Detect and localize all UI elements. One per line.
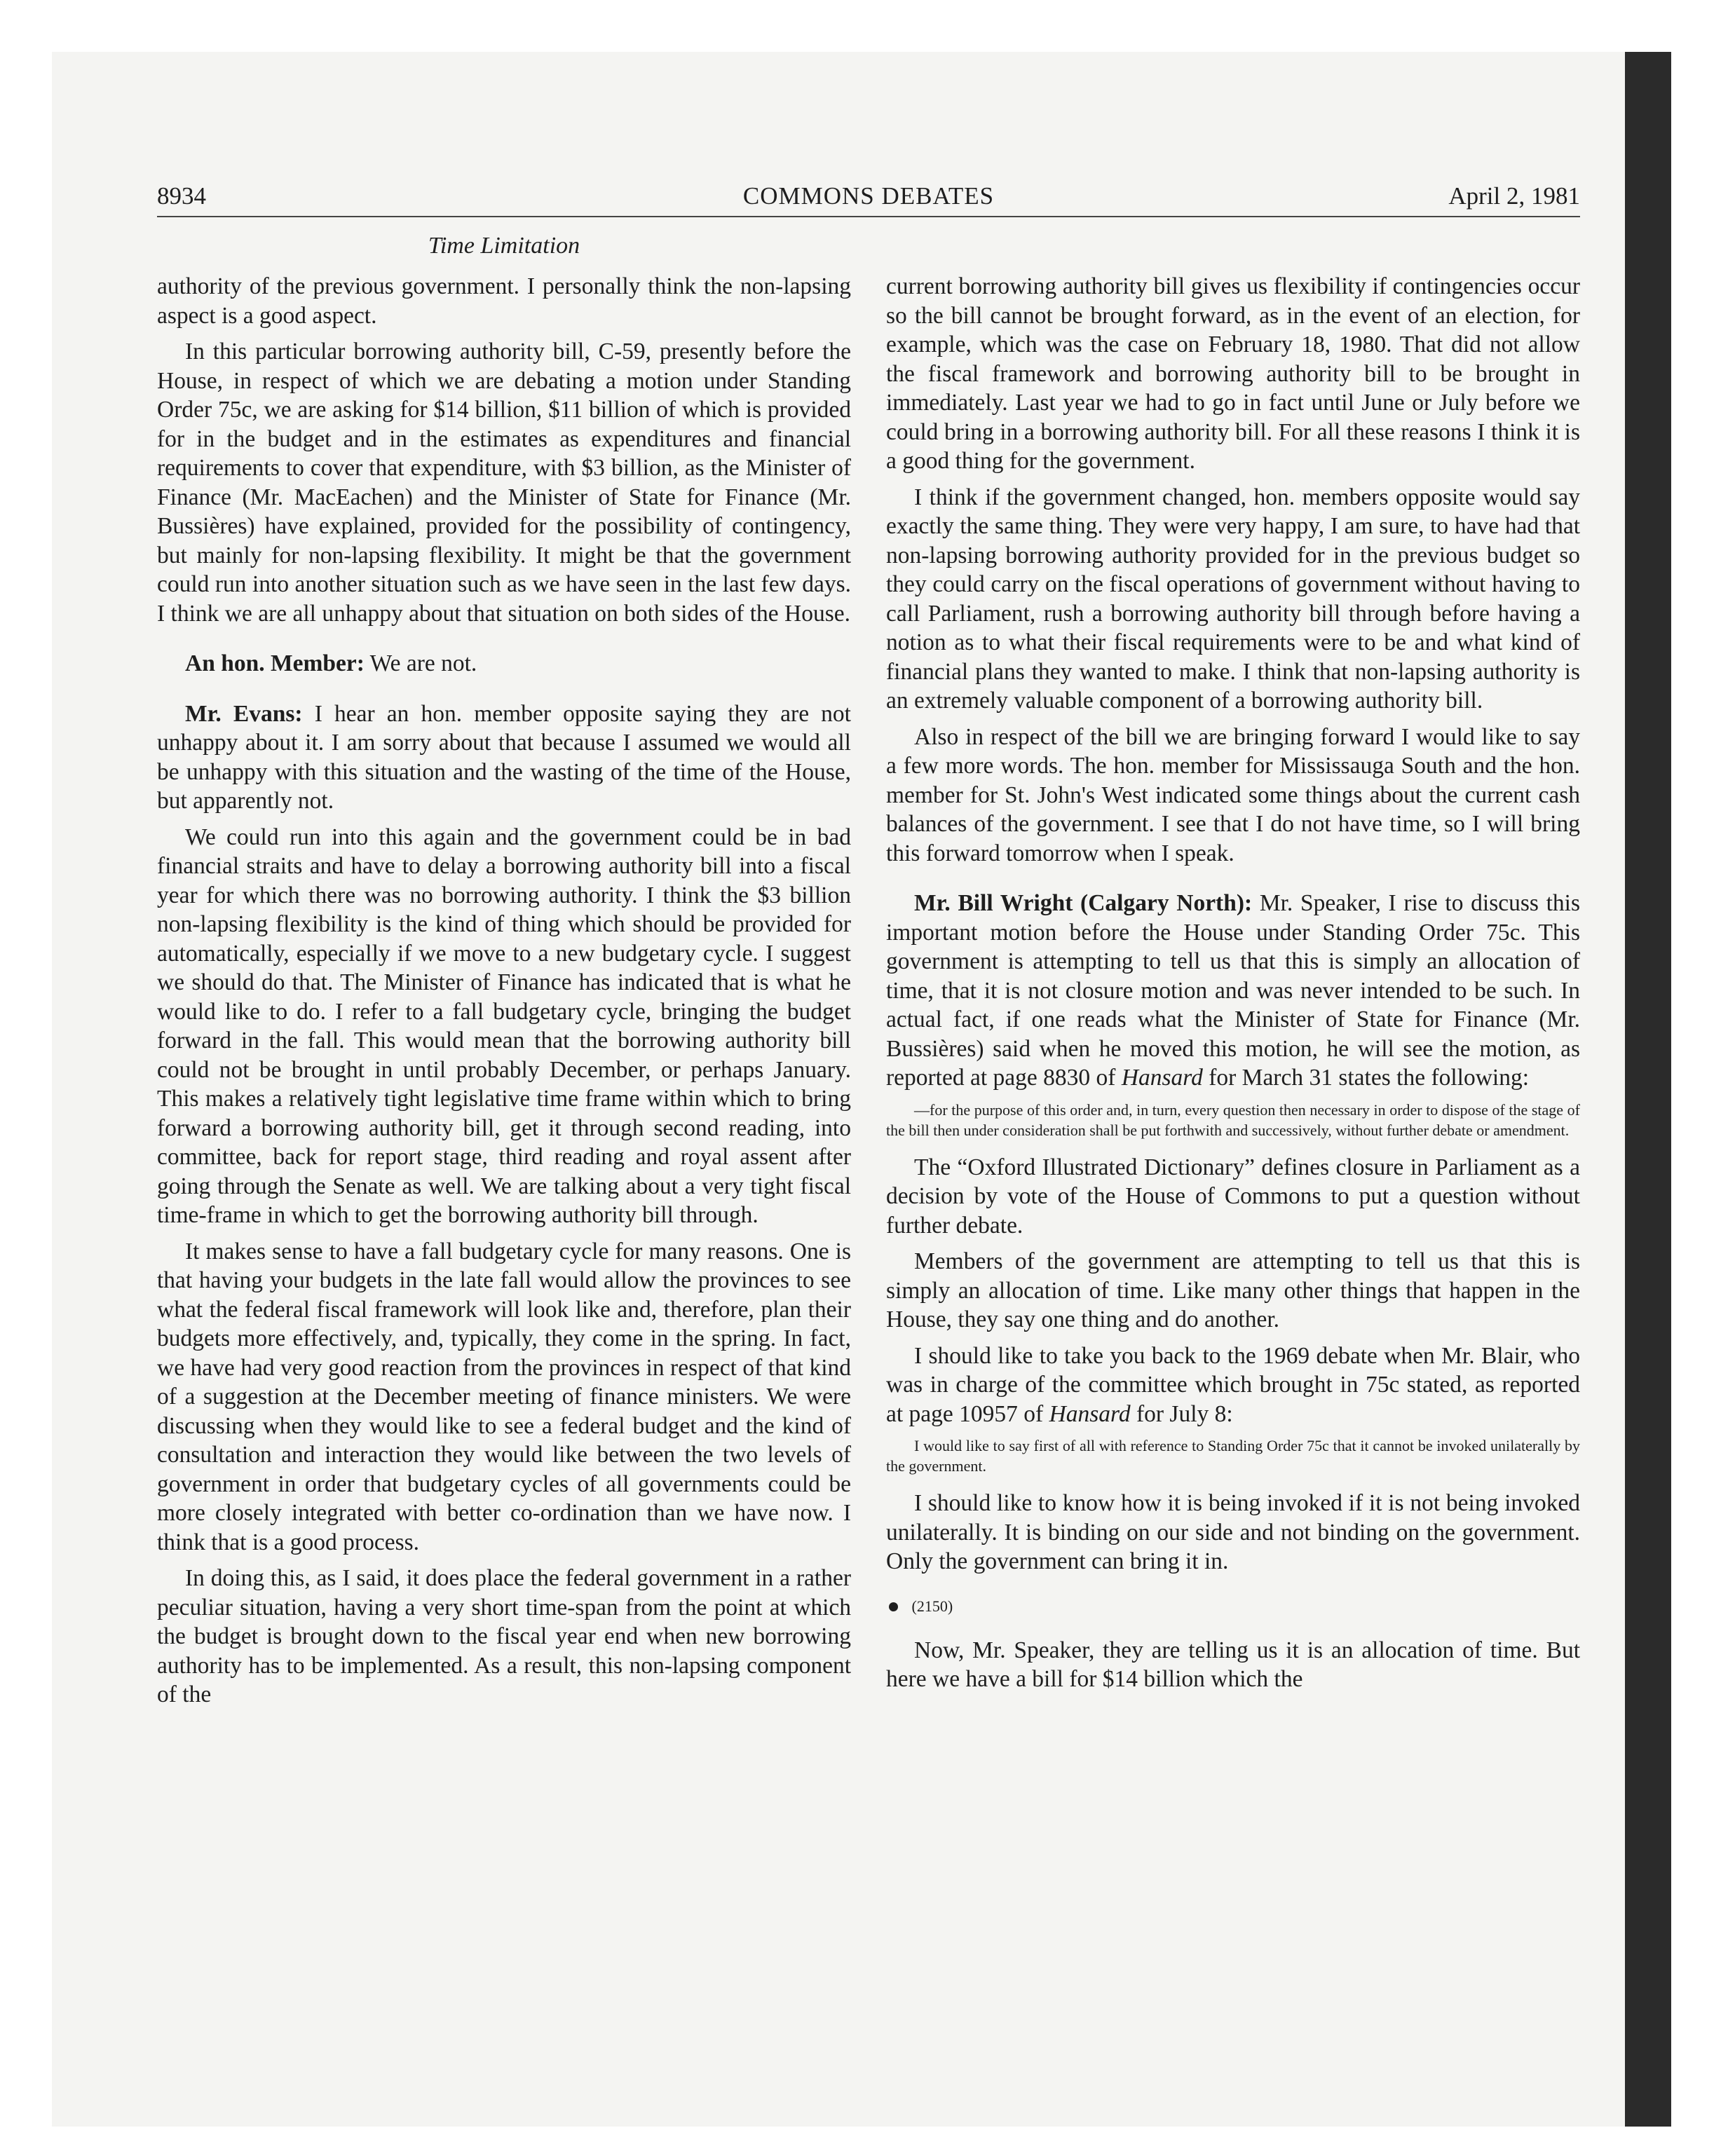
paragraph: In this particular borrowing authority bill, C-59, presently before the House, in respect of which we are debating a motion under Standing Order 75c, we are asking for $14 billion, $11 billion of which is provided for in the budget and in the estimates as expenditures and financial requirements to cover that expenditure, with $3 billion, as the Minister of Finance (Mr. MacEachen) and the Minister of State for Finance (Mr. Bussières) have explained, provided for the possibility of contingency, but mainly for non-lapsing flexibility. It might be that the government could run into another situation such as we have seen in the last few days. I think we are all unhappy about that situation on both sides of the House. (157, 339, 851, 627)
block-quote: —for the purpose of this order and, in turn, every question then necessary in order to dispose of the stage of the bill then under consideration shall be put forthwith and successively, without further debate or amendment. (886, 1100, 1580, 1139)
speech-wright (886, 889, 1580, 1093)
paragraph: authority of the previous government. I personally think the non-lapsing aspect is a good aspect. (157, 273, 851, 329)
page-number: 8934 (157, 182, 206, 210)
running-head (157, 181, 1580, 217)
journal-title: COMMONS DEBATES (742, 182, 995, 210)
speech-text: Mr. Speaker, I rise to discuss this important motion before the House under Standing Order 75c. This government is attempting to tell us that this is simply an allocation of time, that it is not closure motion and was never intended to be such. In actual fact, if one reads what the Minister of State for Finance (Mr. Bussières) said when he moved this motion, he will see the motion, as reported at page 8830 of (886, 890, 1580, 1091)
paragraph: The “Oxford Illustrated Dictionary” defines closure in Parliament as a decision by vote of the House of Commons to put a question without further debate. (886, 1154, 1580, 1239)
paragraph: Now, Mr. Speaker, they are telling us it is an allocation of time. But here we have a bill for $14 billion which the (886, 1637, 1580, 1692)
paragraph: It makes sense to have a fall budgetary cycle for many reasons. One is that having your budgets in the late fall would allow the provinces to see what the federal fiscal framework will look like and, therefore, plan their budgets more effectively, and, typically, they come in the spring. In fact, we have had very good reaction from the provinces in respect of that kind of a suggestion at the December meeting of finance ministers. We were discussing when they would like to see a federal budget and the kind of consultation and interaction they would like between the two levels of government in order that budgetary cycles of all governments could be more closely integrated with better co-ordination than we have now. I think that is a good process. (157, 1238, 851, 1555)
hansard-reference: Hansard (1049, 1400, 1131, 1427)
debate-date: April 2, 1981 (1448, 182, 1580, 210)
paragraph: current borrowing authority bill gives us flexibility if contingencies occur so the bill cannot be brought forward, as in the event of an election, for example, which was the case on February 18, 1980. That did not allow the fiscal framework and borrowing authority bill to be brought in immediately. Last year we had to go in fact until June or July before we could bring in a borrowing authority bill. For all these reasons I think it is a good thing for the government. (886, 273, 1580, 474)
paragraph: We could run into this again and the government could be in bad financial straits and have to delay a borrowing authority bill into a fiscal year for which there was no borrowing authority. I think the $3 billion non-lapsing flexibility is the kind of thing which should be provided for automatically, especially if we move to a new budgetary cycle. I suggest we should do that. The Minister of Finance has indicated that is what he would like to do. I refer to a fall budgetary cycle, bringing the budget forward in the fall. This would mean that the borrowing authority bill could not be brought in until probably December, or perhaps January. This makes a relatively tight legislative time frame within which to bring forward a borrowing authority bill, get it through second reading, into committee, back for report stage, third reading and royal assent after going through the Senate as well. We are talking about a very tight fiscal time-frame in which to get the borrowing authority bill through. (157, 824, 851, 1228)
paragraph-text: for July 8: (1136, 1400, 1233, 1427)
paragraph: In doing this, as I said, it does place the federal government in a rather peculiar situation, having a very short time-span from the point at which the budget is brought down to the fiscal year end when new borrowing authority has to be implemented. As a result, this non-lapsing component of the (157, 1565, 851, 1707)
section-title: Time Limitation (428, 233, 580, 259)
speech-text: We are not. (369, 650, 477, 676)
speaker-name: Mr. Bill Wright (Calgary North): (914, 890, 1253, 916)
hansard-reference: Hansard (1121, 1065, 1203, 1091)
block-quote: I would like to say first of all with reference to Standing Order 75c that it cannot be invoked unilaterally by the government. (886, 1437, 1580, 1475)
speech-interjection (157, 649, 851, 678)
speech-text: for March 31 states the following: (1209, 1065, 1530, 1091)
speaker-name: An hon. Member: (185, 650, 365, 676)
paragraph (886, 1342, 1580, 1429)
paragraph-text: I should like to take you back to the 1969 debate when Mr. Blair, who was in charge of the committee which brought in 75c stated, as reported at page 10957 of (886, 1342, 1580, 1427)
bullet-icon (889, 1602, 898, 1611)
speech-evans (157, 700, 851, 816)
right-column (886, 272, 1580, 1701)
paragraph: I should like to know how it is being invoked if it is not being invoked unilaterally. It is binding on our side and not binding on the government. Only the government can bring it in. (886, 1490, 1580, 1574)
paragraph: Also in respect of the bill we are bringing forward I would like to say a few more words. The hon. member for Mississauga South and the hon. member for St. John's West indicated some things about the current cash balances of the government. I see that I do not have time, so I will bring this forward tomorrow when I speak. (886, 723, 1580, 866)
speaker-name: Mr. Evans: (185, 700, 303, 727)
paragraph: I think if the government changed, hon. members opposite would say exactly the same thing. They were very happy, I am sure, to have had that non-lapsing borrowing authority provided for in the previous budget so they could carry on the fiscal operations of government without having to call Parliament, rush a borrowing authority bill through before having a notion as to what their fiscal requirements were to be and what kind of financial plans they wanted to make. I think that non-lapsing authority is an extremely valuable component of a borrowing authority bill. (886, 484, 1580, 714)
left-column (157, 272, 851, 1717)
paragraph: Members of the government are attempting to tell us that this is simply an allocation of time. Like many other things that happen in the House, they say one thing and do another. (886, 1248, 1580, 1332)
time-marker-text: (2150) (911, 1597, 953, 1615)
scan-binding-edge (1625, 52, 1671, 2127)
time-marker (886, 1596, 1580, 1616)
speech-text: I hear an hon. member opposite saying they are not unhappy about it. I am sorry about that because I assumed we would all be unhappy with this situation and the wasting of the time of the House, but apparently not. (157, 700, 851, 814)
